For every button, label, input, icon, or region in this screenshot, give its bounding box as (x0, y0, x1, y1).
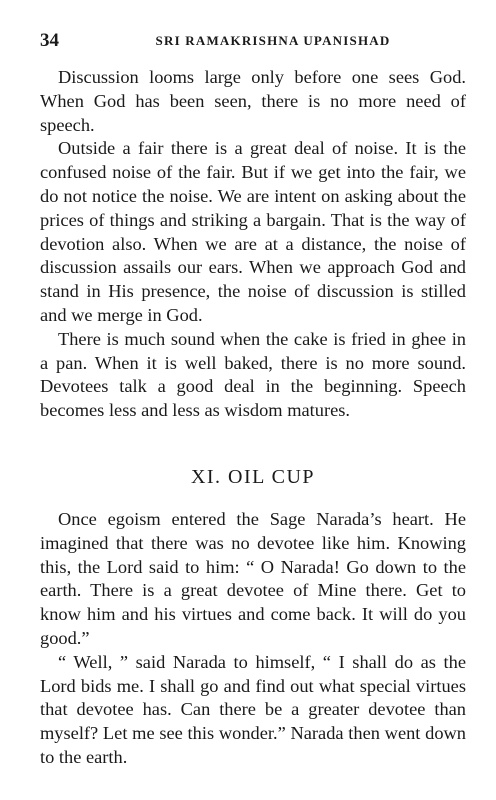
paragraph-cake: There is much sound when the cake is fried in ghee in a pan. When it is well baked, there is no more sound. Devotees talk a good deal in the beginning. Speech becomes less and less as wisdom matures. (40, 328, 466, 421)
paragraph-fair: Outside a fair there is a great deal of noise. It is the confused noise of the fair. But if we get into the fair, we do not notice the noise. We are intent on asking about the prices of things and striking a bargain. That is the way of devotion also. When we are at a distance, the noise of discussion assails our ears. When we approach God and stand in His presence, the noise of discussion is stilled and we merge in God. (40, 138, 466, 325)
paragraph-narada-reply: “ Well, ” said Narada to himself, “ I shall do as the Lord bids me. I shall go and find out what special virtues that devotee has. Can there be a greater devotee than myself? Let me see this wonder.” Narada then went down to the earth. (40, 651, 466, 767)
running-head (40, 30, 466, 56)
section-heading: XI. OIL CUP (190, 465, 316, 488)
running-title: SRI RAMAKRISHNA UPANISHAD (155, 33, 391, 48)
paragraph-narada-egoism: Once egoism entered the Sage Narada’s heart. He imagined that there was no devotee like him. Knowing this, the Lord said to him: “ O Narada! Go down to the earth. There is a great devotee of Mine there. Get to know him and his virtues and come back. It will do you good.” (40, 508, 466, 648)
page-number: 34 (40, 30, 59, 51)
paragraph-discussion: Discussion looms large only before one sees God. When God has been seen, there is no more need of speech. (40, 67, 466, 135)
